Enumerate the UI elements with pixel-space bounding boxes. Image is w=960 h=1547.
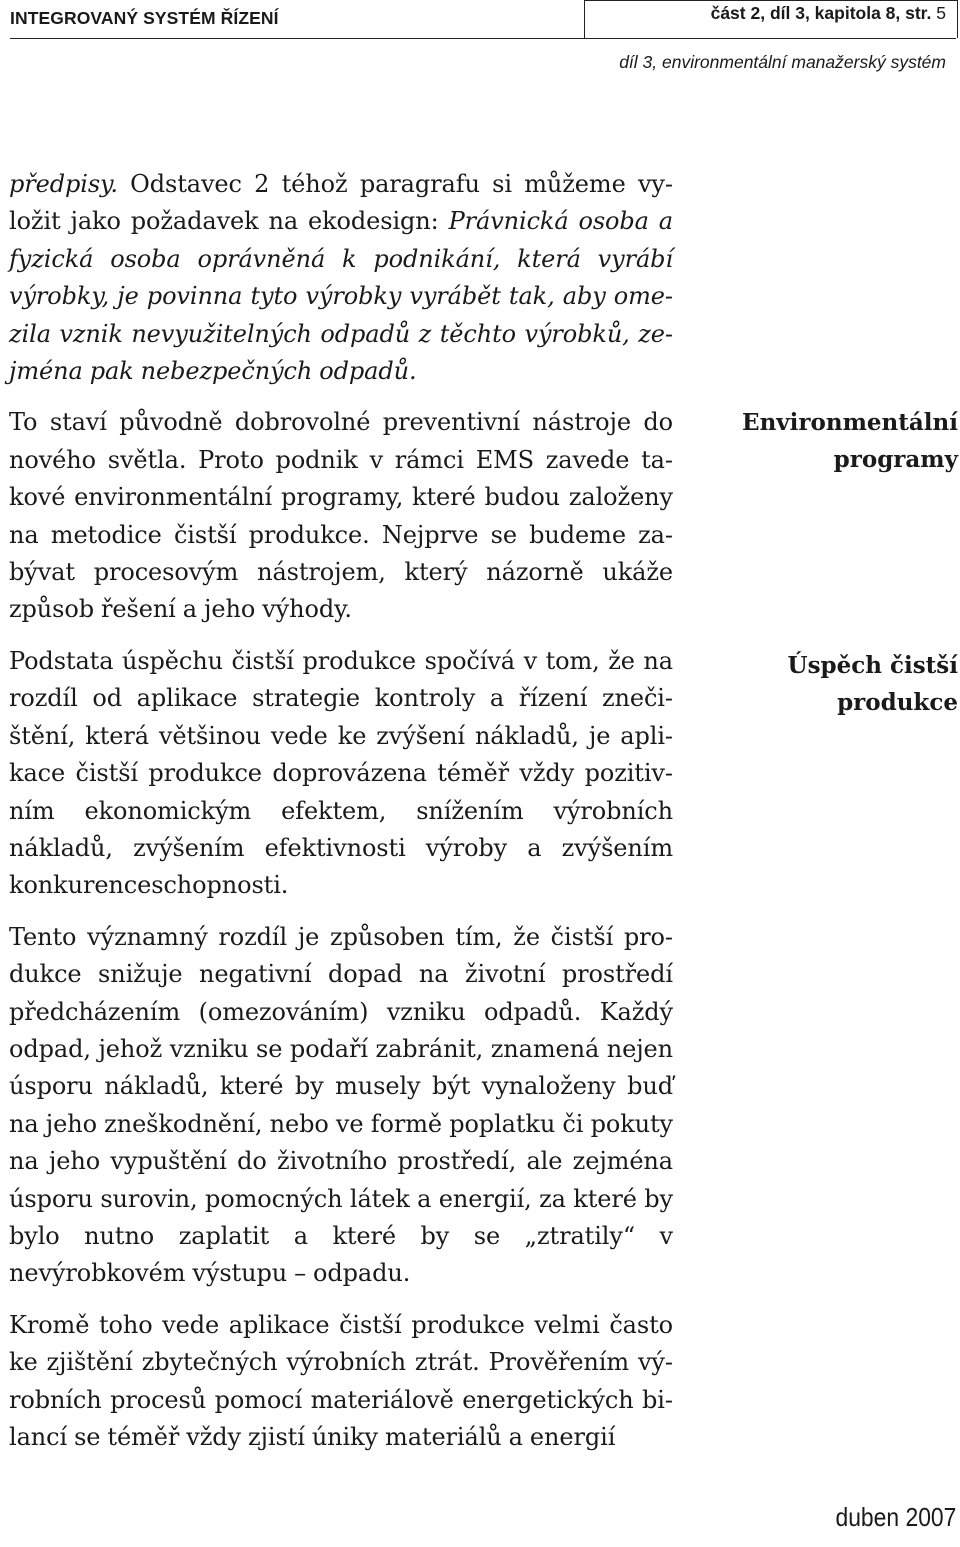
running-head-title: INTEGROVANÝ SYSTÉM ŘÍZENÍ: [10, 8, 279, 28]
paragraph-1-quote: Právnická osoba a fyzická osoba oprávněná k podnikání, která vyrábí výrobky, je povinna tyto výrobky vyrábět tak, aby omezila vznik nevyužitelných odpadů z těchto výrobků, zejména pak nebezpečných odpadů.: [9, 207, 673, 386]
body-text: [9, 166, 673, 1456]
section-reference: část 2, díl 3, kapitola 8, str.: [710, 3, 932, 23]
header-rule: [10, 38, 956, 39]
margin-note-1-line-1: Environmentální: [742, 409, 958, 436]
margin-note-2-line-1: Úspěch čistší: [787, 652, 958, 679]
paragraph-1-text: Odstavec 2 téhož paragrafu si můžeme vyložit jako požadavek na ekodesign:: [9, 170, 673, 236]
paragraph-3: Podstata úspěchu čistší produkce spočívá v tom, že na rozdíl od aplikace strategie kontroly a řízení znečištění, která většinou vede ke zvýšení nákladů, je aplikace čistší produkce doprovázena téměř vždy pozitivním ekonomickým efektem, snížením výrobních nákladů, zvýšením efektivnosti výroby a zvýšením konkurenceschopnosti.: [9, 646, 673, 900]
running-head-subtitle: díl 3, environmentální manažerský systém: [619, 52, 946, 72]
paragraph-2: To staví původně dobrovolné preventivní nástroje do nového světla. Proto podnik v rámci EMS zavede takové environmentální programy, které budou založeny na metodice čistší produkce. Nejprve se budeme zabývat procesovým nástrojem, který názorně ukáže způsob řešení a jeho výhody.: [9, 408, 673, 624]
margin-note-2-line-2: produkce: [837, 689, 958, 716]
running-head-section: [711, 3, 946, 24]
paragraph-5: Kromě toho vede aplikace čistší produkce velmi často ke zjištění zbytečných výrobních ztrát. Prověřením výrobních procesů pomocí materiálově energetických bilancí se téměř vždy zjistí úniky materiálů a energií: [9, 1310, 673, 1451]
paragraph-4: Tento významný rozdíl je způsoben tím, že čistší produkce snižuje negativní dopad na životní prostředí předcházením (omezováním) vzniku odpadů. Každý odpad, jehož vzniku se podaří zabránit, znamená nejen úsporu nákladů, které by musely být vynaloženy buď na jeho zneškodnění, nebo ve formě poplatku či pokuty na jeho vypuštění do životního prostředí, ale zejména úsporu surovin, pomocných látek a energií, za které by bylo nutno zaplatit a které by se „ztratily“ v nevýrobkovém výstupu – odpadu.: [9, 922, 673, 1288]
page-number: 5: [936, 3, 946, 23]
margin-note-environmental-programs: [718, 404, 958, 478]
paragraph-1-start: předpisy.: [9, 170, 131, 198]
paragraph-1: [9, 166, 673, 390]
footer-date: duben 2007: [835, 1502, 956, 1532]
margin-note-cleaner-production: [718, 647, 958, 721]
margin-note-1-line-2: programy: [833, 446, 958, 473]
